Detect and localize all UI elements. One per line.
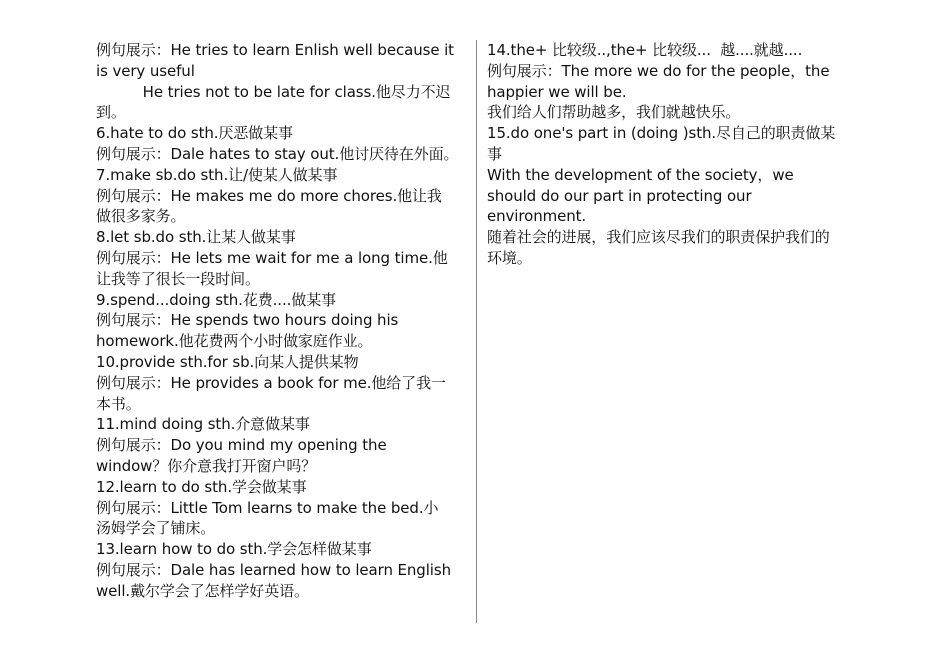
text-line: With the development of the society，we — [487, 165, 794, 184]
right-column — [487, 40, 852, 269]
text-line: 例句展示：Dale hates to stay out.他讨厌待在外面。 — [96, 144, 459, 163]
text-line: 12.learn to do sth.学会做某事 — [96, 477, 307, 496]
text-line: window？你介意我打开窗户吗？ — [96, 456, 317, 475]
text-line: 让我等了很长一段时间。 — [96, 269, 260, 288]
text-line: environment. — [487, 207, 587, 226]
text-line: happier we will be. — [487, 82, 627, 101]
text-line: 13.learn how to do sth.学会怎样做某事 — [96, 540, 372, 559]
text-line: 例句展示：He spends two hours doing his — [96, 311, 399, 330]
text-line: 例句展示：The more we do for the people，the — [487, 61, 830, 80]
text-line: 到。 — [96, 103, 126, 122]
text-line: 例句展示：Little Tom learns to make the bed.小 — [96, 498, 439, 517]
text-line: 例句展示：He tries to learn Enlish well because it — [96, 41, 454, 59]
text-line: 例句展示：He makes me do more chores.他让我 — [96, 186, 442, 205]
text-line: homework.他花费两个小时做家庭作业。 — [96, 332, 373, 351]
text-line: 例句展示：He lets me wait for me a long time.他 — [96, 248, 448, 267]
text-line: 环境。 — [487, 248, 532, 267]
text-line: should do our part in protecting our — [487, 186, 752, 205]
text-line: 7.make sb.do sth.让/使某人做某事 — [96, 165, 338, 184]
text-line: 我们给人们帮助越多，我们就越快乐。 — [487, 103, 741, 122]
text-line: 8.let sb.do sth.让某人做某事 — [96, 228, 296, 247]
column-divider — [476, 40, 477, 623]
text-line: 做很多家务。 — [96, 207, 186, 226]
text-line: 14.the+ 比较级..,the+ 比较级... 越....就越.... — [487, 41, 803, 59]
text-line: 10.provide sth.for sb.向某人提供某物 — [96, 352, 359, 371]
text-line: 随着社会的进展，我们应该尽我们的职责保护我们的 — [487, 228, 830, 247]
text-line: 6.hate to do sth.厌恶做某事 — [96, 124, 293, 143]
text-line: 本书。 — [96, 394, 141, 413]
text-line: 15.do one's part in (doing )sth.尽自己的职责做某 — [487, 124, 836, 143]
text-line: 例句展示：Dale has learned how to learn English — [96, 560, 451, 579]
text-line: well.戴尔学会了怎样学好英语。 — [96, 581, 309, 600]
text-line: 9.spend...doing sth.花费....做某事 — [96, 290, 337, 309]
text-line: 例句展示：Do you mind my opening the — [96, 436, 387, 455]
text-line: 11.mind doing sth.介意做某事 — [96, 415, 310, 434]
text-line: 例句展示：He provides a book for me.他给了我一 — [96, 373, 446, 392]
text-line: He tries not to be late for class.他尽力不迟 — [96, 82, 451, 101]
left-column — [96, 40, 466, 602]
text-line: 汤姆学会了铺床。 — [96, 519, 216, 538]
text-line: 事 — [487, 144, 502, 163]
text-line: is very useful — [96, 61, 195, 80]
